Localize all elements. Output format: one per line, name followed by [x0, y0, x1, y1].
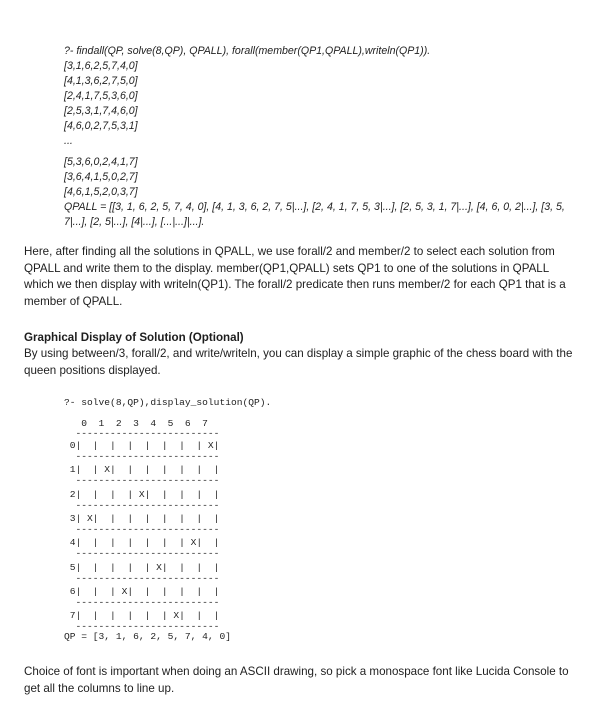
graphical-intro-paragraph: By using between/3, forall/2, and write/writeln, you can display a simple graphic of the chess board with the queen positions displayed. — [24, 347, 573, 377]
solution-line: [3,1,6,2,5,7,4,0] — [64, 60, 138, 72]
solution-line: [4,1,3,6,2,7,5,0] — [64, 75, 138, 87]
board-separator: ------------------------- — [64, 621, 220, 633]
board-row: 6| | | X| | | | | | — [64, 585, 220, 597]
board-separator: ------------------------- — [64, 475, 220, 487]
section-heading: Graphical Display of Solution (Optional) — [24, 331, 244, 344]
solution-line: [4,6,0,2,7,5,3,1] — [64, 120, 138, 132]
explanation-paragraph: Here, after finding all the solutions in QPALL, we use forall/2 and member/2 to select each solution from QPALL and write them to the display. member(QP1,QPALL) sets QP1 to one of the solutions in QPALL which we then display with writeln(QP1). The forall/2 predicate then runs member/2 for each QP1 that is a member of QPALL. — [24, 245, 566, 308]
board-row: 2| | | | X| | | | | — [64, 488, 220, 500]
board-separator: ------------------------- — [64, 596, 220, 608]
solution-line: [3,6,4,1,5,0,2,7] — [64, 171, 138, 183]
board-separator: ------------------------- — [64, 499, 220, 511]
board-row: 4| | | | | | | X| | — [64, 537, 220, 549]
result-line: QP = [3, 1, 6, 2, 5, 7, 4, 0] — [64, 631, 231, 642]
board-column-header: 0 1 2 3 4 5 6 7 — [64, 418, 208, 429]
font-advice-paragraph: Choice of font is important when doing an ASCII drawing, so pick a monospace font like Lucida Console to get all the columns to line up. — [24, 665, 569, 695]
solution-line: [5,3,6,0,2,4,1,7] — [64, 156, 138, 168]
board-row: 5| | | | | X| | | | — [64, 561, 220, 573]
board-row: 7| | | | | | X| | | — [64, 610, 220, 622]
board-separator: ------------------------- — [64, 428, 220, 439]
display-query-line: ?- solve(8,QP),display_solution(QP). — [64, 397, 272, 408]
board-separator: ------------------------- — [64, 548, 220, 560]
solution-line: [2,4,1,7,5,3,6,0] — [64, 90, 138, 102]
query-code-block — [64, 44, 584, 230]
board-separator: ------------------------- — [64, 572, 220, 584]
board-row: 3| X| | | | | | | | — [64, 512, 220, 524]
findall-query-line: ?- findall(QP, solve(8,QP), QPALL), forall(member(QP1,QPALL),writeln(QP1)). — [64, 45, 431, 57]
board-row: 1| | X| | | | | | | — [64, 464, 220, 476]
solution-line: [4,6,1,5,2,0,3,7] — [64, 186, 138, 198]
board-separator: ------------------------- — [64, 523, 220, 535]
board-separator: ------------------------- — [64, 451, 220, 462]
solution-line: [2,5,3,1,7,4,6,0] — [64, 105, 138, 117]
qpall-result-line: QPALL = [[3, 1, 6, 2, 5, 7, 4, 0], [4, 1, 3, 6, 2, 7, 5|...], [2, 4, 1, 7, 5, 3|...], [2, 5, 3, 1, 7|...], [4, 6, 0, 2|...], [3, 5, 7|...], [2, 5|...], [4|...], [...|...]|...]. — [64, 201, 565, 228]
board-row: 0| | | | | | | | X| — [64, 440, 220, 451]
ellipsis-line: ... — [64, 135, 73, 147]
